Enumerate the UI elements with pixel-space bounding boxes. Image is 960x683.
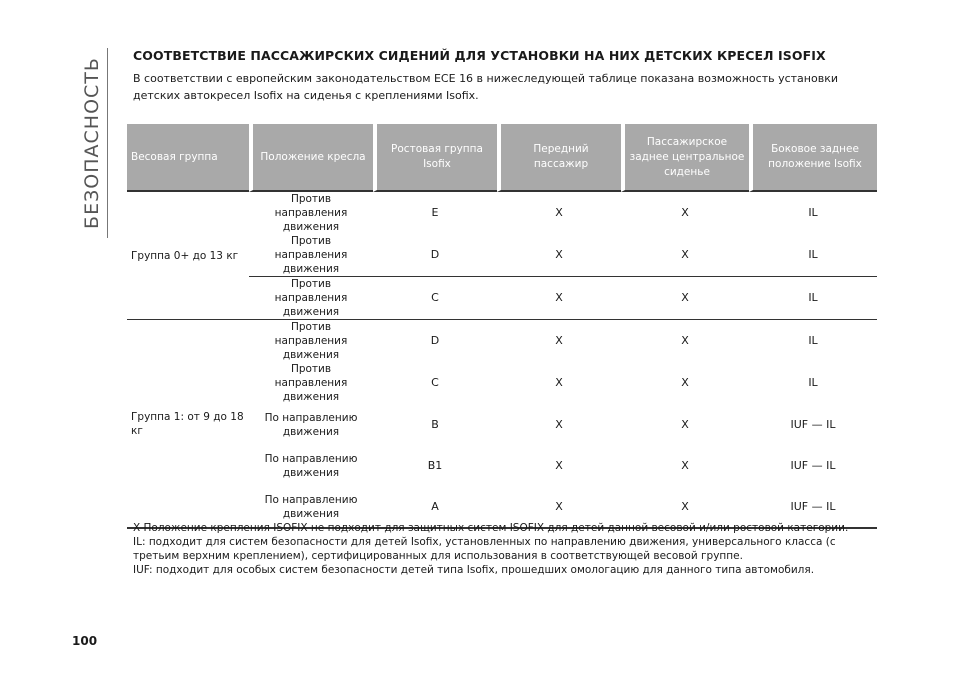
header-front-passenger: Передний пассажир [497, 124, 621, 192]
front-passenger-cell: X [555, 376, 563, 389]
size-class-cell: A [373, 486, 497, 529]
note-il: IL: подходит для систем безопасности для детей Isofix, установленных по направлению движения, универсального класса (с третьим верхним креплением), сертифицированных для использования в соответствующей весовой группе. [133, 536, 836, 562]
size-class-cell: C [373, 277, 497, 320]
rear-side-cell: IUF — IL [790, 417, 836, 431]
rear-side-cell: IL [749, 234, 877, 277]
table-row [127, 320, 877, 362]
header-seat-position: Положение кресла [249, 124, 373, 192]
page-number: 100 [72, 634, 98, 648]
page-title: СООТВЕТСТВИЕ ПАССАЖИРСКИХ СИДЕНИЙ ДЛЯ УСТАНОВКИ НА НИХ ДЕТСКИХ КРЕСЕЛ ISOFIX [133, 48, 826, 63]
header-rear-side-isofix: Боковое заднее положение Isofix [749, 124, 877, 192]
rear-center-cell: X [681, 458, 689, 472]
section-side-tab [72, 48, 112, 238]
rear-center-cell: X [681, 206, 689, 219]
rear-side-cell: IUF — IL [790, 458, 836, 472]
note-iuf: IUF: подходит для особых систем безопасности детей типа Isofix, прошедших омологацию для данного типа автомобиля. [133, 564, 815, 576]
seat-position-cell: По направлению движения [264, 452, 358, 479]
side-divider [107, 48, 108, 238]
size-class-cell: D [430, 334, 440, 347]
intro-paragraph: В соответствии с европейским законодательством ЕСЕ 16 в нижеследующей таблице показана возможность установки детских автокресел Isofix на сиденья с креплениями Isofix. [133, 72, 838, 102]
rear-side-cell: IL [808, 376, 818, 389]
isofix-compatibility-table [127, 124, 877, 529]
front-passenger-cell: X [497, 486, 621, 529]
seat-position-cell: Против направления движения [274, 321, 348, 361]
table-notes [133, 521, 881, 577]
header-rear-center: Пассажирское заднее центральное сиденье [621, 124, 749, 192]
header-size-class: Ростовая группа Isofix [373, 124, 497, 192]
seat-position-cell: Против направления движения [249, 277, 373, 320]
size-class-cell: E [431, 206, 439, 219]
section-side-tab-label: БЕЗОПАСНОСТЬ [81, 57, 104, 229]
table-row [127, 192, 877, 234]
header-weight-group: Весовая группа [127, 124, 249, 192]
seat-position-cell: По направлению движения [264, 411, 358, 438]
rear-center-cell: X [621, 486, 749, 529]
front-passenger-cell: X [555, 458, 563, 472]
size-class-cell: B [431, 417, 439, 431]
table-header-row [127, 124, 877, 192]
rear-center-cell: X [621, 277, 749, 320]
front-passenger-cell: X [555, 417, 563, 431]
front-passenger-cell: X [497, 234, 621, 277]
seat-position-cell: По направлению движения [249, 486, 373, 529]
rear-center-cell: X [681, 417, 689, 431]
rear-side-cell: IL [808, 206, 818, 219]
rear-side-cell: IL [749, 277, 877, 320]
size-class-cell: C [431, 376, 439, 389]
rear-side-cell: IL [808, 334, 818, 347]
front-passenger-cell: X [497, 277, 621, 320]
seat-position-cell: Против направления движения [249, 234, 373, 277]
size-class-cell: D [373, 234, 497, 277]
rear-side-cell: IUF — IL [749, 486, 877, 529]
group-label: Группа 0+ до 13 кг [127, 192, 249, 320]
rear-center-cell: X [681, 334, 689, 347]
size-class-cell: B1 [427, 458, 443, 472]
rear-center-cell: X [621, 234, 749, 277]
front-passenger-cell: X [555, 206, 563, 219]
rear-center-cell: X [681, 376, 689, 389]
note-x: X Положение крепления ISOFIX не подходит для защитных систем ISOFIX для детей данной весовой и/или ростовой категории. [133, 522, 849, 534]
group-label: Группа 1: от 9 до 18 кг [127, 320, 249, 529]
seat-position-cell: Против направления движения [274, 363, 348, 403]
seat-position-cell: Против направления движения [274, 193, 348, 233]
front-passenger-cell: X [555, 334, 563, 347]
